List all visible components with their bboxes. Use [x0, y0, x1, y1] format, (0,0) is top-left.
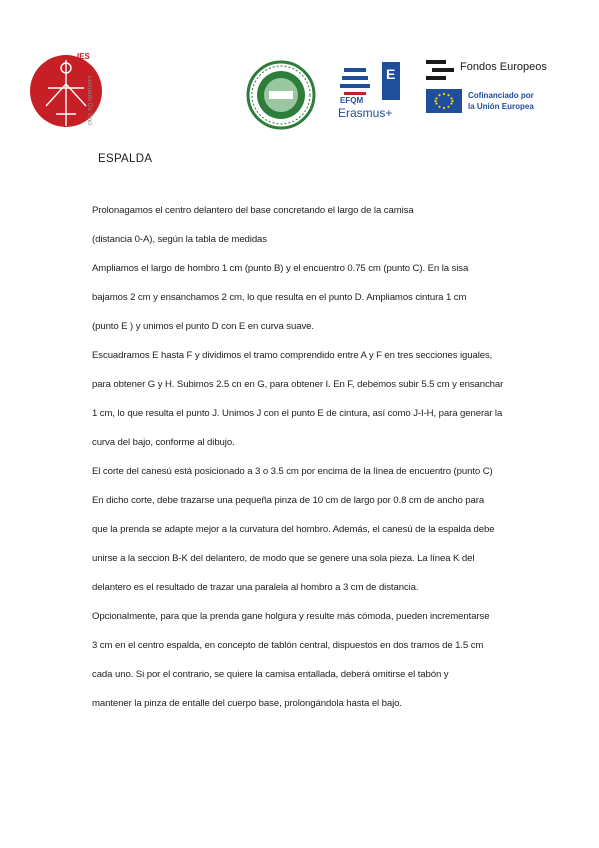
- fondos-europeos-logo: [424, 57, 584, 123]
- text-line: (punto E ) y unimos el punto D con E en curva suave.: [92, 321, 314, 332]
- cofinanciado-text: [468, 90, 534, 112]
- ies-logo: [28, 48, 120, 130]
- erasmus-label: Erasmus+: [338, 106, 393, 120]
- text-line: Opcionalmente, para que la prenda gane holgura y resulte más cómoda, pueden incrementarse: [92, 611, 490, 622]
- eu-flag-icon: [426, 89, 462, 113]
- ies-subtitle: Leonardo Da Vinci: [86, 76, 92, 126]
- text-line: (distancia 0-A), según la tabla de medidas: [92, 234, 267, 245]
- text-line: En dicho corte, debe trazarse una pequeña pinza de 10 cm de largo por 0.8 cm de ancho para: [92, 495, 485, 506]
- text-line: para obtener G y H. Subimos 2.5 cn en G, para obtener I. En F, debemos subir 5.5 cm y ensanchar: [92, 379, 504, 390]
- ies-name: IES: [77, 52, 90, 61]
- text-line: 3 cm en el centro espalda, en concepto de tablón central, dispuestos en dos tramos de 1.5 cm: [92, 640, 484, 651]
- section-heading: ESPALDA: [98, 153, 153, 165]
- text-line: bajamos 2 cm y ensanchamos 2 cm, lo que resulta en el punto D. Ampliamos cintura 1 cm: [92, 292, 467, 303]
- e-letter: E: [386, 66, 396, 82]
- erasmus-efqm-logo: [338, 60, 408, 124]
- text-line: El corte del canesú está posicionado a 3 o 3.5 cm por encima de la línea de encuentro (punto C): [92, 466, 493, 477]
- efqm-label: EFQM: [340, 96, 364, 105]
- header-logos: [0, 0, 599, 140]
- cofinanciado-line-1: Cofinanciado por: [468, 91, 534, 100]
- text-line: Escuadramos E hasta F y dividimos el tramo comprendido entre A y F en tres secciones iguales,: [92, 350, 493, 361]
- text-line: Ampliamos el largo de hombro 1 cm (punto B) y el encuentro 0.75 cm (punto C). En la sisa: [92, 263, 469, 274]
- spanish-gov-flag-icon: [426, 59, 454, 81]
- text-line: unirse a la seccion B-K del delantero, de modo que se genere una sola pieza. La línea K del: [92, 553, 475, 564]
- text-line: mantener la pinza de entalle del cuerpo base, prolongándola hasta el bajo.: [92, 698, 402, 709]
- text-line: que la prenda se adapte mejor a la curvatura del hombro. Además, el canesú de la espalda debe: [92, 524, 495, 535]
- text-line: delantero es el resultado de trazar una paralela al hombro a 3 cm de distancia.: [92, 582, 419, 593]
- body-text: [92, 196, 580, 718]
- erasmus-e-badge: [382, 62, 400, 100]
- text-line: cada uno. Si por el contrario, se quiere la camisa entallada, deberá omitirse el tabón y: [92, 669, 449, 680]
- fondos-title: Fondos Europeos: [460, 61, 547, 73]
- iso-quality-seal: [246, 60, 316, 130]
- text-line: curva del bajo, conforme al dibujo.: [92, 437, 235, 448]
- cofinanciado-line-2: la Unión Europea: [468, 102, 534, 111]
- text-line: Prolonagamos el centro delantero del base concretando el largo de la camisa: [92, 205, 414, 216]
- text-line: 1 cm, lo que resulta el punto J. Unimos J con el punto E de cintura, así como J-I-H, para generar la: [92, 408, 503, 419]
